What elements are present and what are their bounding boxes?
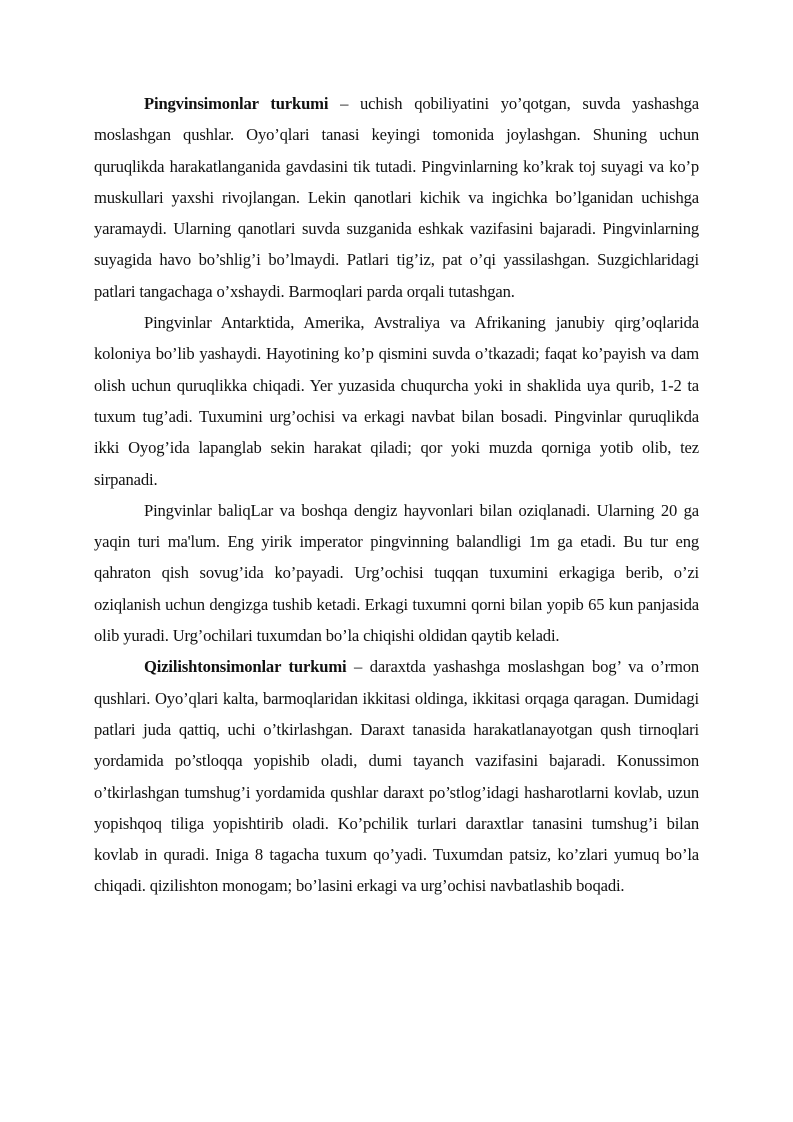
heading-penguins-order: Pingvinsimonlar turkumi xyxy=(144,94,329,113)
paragraph-penguins-feeding xyxy=(94,495,699,651)
paragraph-text: Pingvinlar Antarktida, Amerika, Avstraliya va Afrikaning janubiy qirg’oqlarida koloniya bo’lib yashaydi. Hayotining ko’p qismini suvda o’tkazadi; faqat ko’payish va dam olish uchun quruqlikka chiqadi. Yer yuzasida chuqurcha yoki in shaklida uya qurib, 1-2 ta tuxum tug’adi. Tuxumini urg’ochisi va erkagi navbat bilan bosadi. Pingvinlar quruqlikda ikki Oyog’ida lapanglab sekin harakat qiladi; qor yoki muzda qorniga yotib olib, tez sirpanadi. xyxy=(94,313,699,489)
document-page xyxy=(94,88,699,902)
paragraph-text: Pingvinlar baliqLar va boshqa dengiz hayvonlari bilan oziqlanadi. Ularning 20 ga yaqin turi ma'lum. Eng yirik imperator pingvinning balandligi 1m ga etadi. Bu tur eng qahraton qish sovug’ida ko’payadi. Urg’ochisi tuqqan tuxumini erkagiga berib, o’zi oziqlanish uchun dengizga tushib ketadi. Erkagi tuxumni qorni bilan yopib 65 kun panjasida olib yuradi. Urg’ochilari tuxumdan bo’la chiqishi oldidan qaytib keladi. xyxy=(94,500,699,646)
paragraph-penguins-order xyxy=(94,88,699,307)
paragraph-text: – uchish qobiliyatini yo’qotgan, suvda yashashga moslashgan qushlar. Oyo’qlari tanasi keyingi tomonida joylashgan. Shuning uchun quruqlikda harakatlanganida gavdasini tik tutadi. Pingvinlarning ko’krak toj suyagi va ko’p muskullari yaxshi rivojlangan. Lekin qanotlari kichik va ingichka bo’lganidan uchishga yaramaydi. Ularning qanotlari suvda suzganida eshkak vazifasini bajaradi. Pingvinlarning suyagida havo bo’shlig’i bo’lmaydi. Patlari tig’iz, pat o’qi yassilashgan. Suzgichlaridagi patlari tangachaga o’xshaydi. Barmoqlari parda orqali tutashgan. xyxy=(94,94,699,301)
paragraph-text: – daraxtda yashashga moslashgan bog’ va o’rmon qushlari. Oyo’qlari kalta, barmoqlaridan ikkitasi oldinga, ikkitasi orqaga qaragan. Dumidagi patlari juda qattiq, uchi o’tkirlashgan. Daraxt tanasida harakatlanayotgan qush tirnoqlari yordamida po’stloqqa yopishib oladi, dumi tayanch vazifasini bajaradi. Konussimon o’tkirlashgan tumshug’i yordamida qushlar daraxt po’stlog’idagi hasharotlarni kovlab, uzun yopishqoq tiliga yopishtirib oladi. Ko’pchilik turlari daraxtlar tanasini tumshug’i bilan kovlab in quradi. Iniga 8 tagacha tuxum qo’yadi. Tuxumdan patsiz, ko’zlari yumuq bo’la chiqadi. qizilishton monogam; bo’lasini erkagi va urg’ochisi navbatlashib boqadi. xyxy=(94,657,699,896)
paragraph-penguins-habitat xyxy=(94,307,699,495)
paragraph-woodpeckers-order xyxy=(94,651,699,901)
heading-woodpeckers-order: Qizilishtonsimonlar turkumi xyxy=(144,657,347,677)
